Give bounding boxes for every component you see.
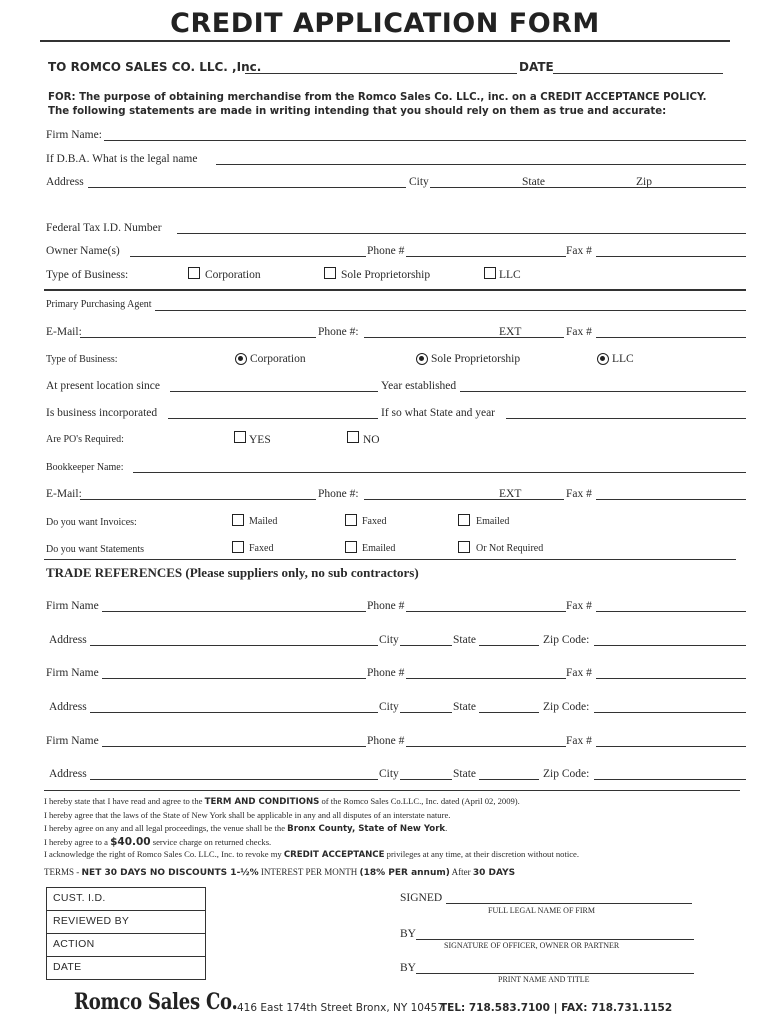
bookkeeper-ext-label: EXT: [499, 488, 522, 500]
yes-checkbox[interactable]: [234, 431, 246, 443]
statements-emailed-checkbox[interactable]: [345, 541, 357, 553]
corporation-radio-label: Corporation: [250, 353, 306, 365]
company-contact: TEL: 718.583.7100 | FAX: 718.731.1152: [440, 1002, 673, 1014]
ref-firm-label: Firm Name: [46, 600, 99, 612]
ref-firm-field[interactable]: [102, 746, 366, 747]
ref-firm-label: Firm Name: [46, 667, 99, 679]
no-label: NO: [363, 434, 380, 446]
ref-phone-label: Phone #: [367, 735, 405, 747]
bookkeeper-phone-field[interactable]: [364, 499, 564, 500]
yes-label: YES: [249, 434, 271, 446]
ref-state-field[interactable]: [479, 712, 539, 713]
trade-refs-heading: TRADE REFERENCES (Please suppliers only, no sub contractors): [46, 565, 419, 580]
city-label: City: [409, 176, 429, 188]
cust-id-box[interactable]: CUST. I.D.: [46, 887, 206, 911]
ref-address-label: Address: [49, 634, 87, 646]
owner-field[interactable]: [130, 256, 366, 257]
ref-zip-label: Zip Code:: [543, 768, 590, 780]
corporation-checkbox[interactable]: [188, 267, 200, 279]
ref-city-label: City: [379, 768, 399, 780]
address-field[interactable]: [88, 187, 406, 188]
dba-label: If D.B.A. What is the legal name: [46, 153, 198, 165]
by-label-2: BY: [400, 962, 416, 974]
ref-fax-label: Fax #: [566, 600, 592, 612]
to-label: TO ROMCO SALES CO. LLC. ,Inc.: [48, 60, 262, 74]
date-label: DATE: [519, 60, 554, 74]
ref-zip-field[interactable]: [594, 645, 746, 646]
agent-fax-field[interactable]: [596, 337, 746, 338]
company-address: 416 East 174th Street Bronx, NY 10457: [237, 1002, 445, 1014]
ref-state-label: State: [453, 634, 476, 646]
ref-firm-label: Firm Name: [46, 735, 99, 747]
by-label-1: BY: [400, 928, 416, 940]
ref-address-field[interactable]: [90, 712, 378, 713]
invoices-faxed-checkbox[interactable]: [345, 514, 357, 526]
owner-fax-label: Fax #: [566, 245, 592, 257]
section-divider-2: [44, 559, 736, 560]
invoices-label: Do you want Invoices:: [46, 517, 137, 528]
owner-phone-label: Phone #: [367, 245, 405, 257]
owner-fax-field[interactable]: [596, 256, 746, 257]
firm-name-label: Firm Name:: [46, 129, 102, 141]
year-established-label: Year established: [381, 380, 457, 392]
company-logo: Romco Sales Co.: [74, 989, 238, 1015]
ref-phone-field[interactable]: [406, 746, 566, 747]
pos-required-label: Are PO's Required:: [46, 434, 124, 445]
invoices-mailed-label: Mailed: [249, 516, 278, 527]
agent-email-label: E-Mail:: [46, 326, 82, 338]
agreement-line-5: I acknowledge the right of Romco Sales Co. LLC., Inc. to revoke my CREDIT ACCEPTANCE privileges at any time, at their discretion without notice.: [44, 849, 580, 860]
statements-emailed-label: Emailed: [362, 543, 396, 554]
tax-id-field[interactable]: [177, 233, 746, 234]
ref-city-label: City: [379, 701, 399, 713]
city-field[interactable]: [430, 187, 746, 188]
section-divider-1: [44, 289, 746, 291]
ref-city-field[interactable]: [400, 779, 452, 780]
agent-label: Primary Purchasing Agent: [46, 299, 152, 310]
llc-label: LLC: [499, 269, 521, 281]
address-label: Address: [46, 176, 84, 188]
purpose-line1: FOR: The purpose of obtaining merchandise from the Romco Sales Co. LLC., inc. on a CREDIT ACCEPTANCE POLICY.: [48, 92, 707, 103]
ref-firm-field[interactable]: [102, 611, 366, 612]
tax-id-label: Federal Tax I.D. Number: [46, 222, 162, 234]
ref-fax-field[interactable]: [596, 746, 746, 747]
owner-phone-field[interactable]: [406, 256, 566, 257]
officer-caption: SIGNATURE OF OFFICER, OWNER OR PARTNER: [444, 941, 620, 950]
invoices-emailed-checkbox[interactable]: [458, 514, 470, 526]
owner-label: Owner Name(s): [46, 245, 120, 257]
bookkeeper-field[interactable]: [133, 472, 746, 473]
agent-ext-label: EXT: [499, 326, 522, 338]
date-field[interactable]: [553, 73, 723, 74]
corporation-radio[interactable]: [235, 353, 247, 365]
statements-faxed-checkbox[interactable]: [232, 541, 244, 553]
sole-prop-radio-label: Sole Proprietorship: [431, 353, 521, 365]
agent-field[interactable]: [155, 310, 746, 311]
agent-phone-field[interactable]: [364, 337, 564, 338]
reviewed-by-box[interactable]: REVIEWED BY: [46, 910, 206, 934]
sole-prop-label: Sole Proprietorship: [341, 269, 431, 281]
invoices-mailed-checkbox[interactable]: [232, 514, 244, 526]
ref-zip-field[interactable]: [594, 712, 746, 713]
agreement-line-3: I hereby agree on any and all legal proceedings, the venue shall be the Bronx County, State of New York.: [44, 823, 448, 834]
sole-prop-radio[interactable]: [416, 353, 428, 365]
ref-city-label: City: [379, 634, 399, 646]
title-rule: [40, 40, 730, 42]
ref-phone-field[interactable]: [406, 678, 566, 679]
statements-label: Do you want Statements: [46, 544, 145, 555]
ref-phone-label: Phone #: [367, 600, 405, 612]
sole-prop-checkbox[interactable]: [324, 267, 336, 279]
ref-address-field[interactable]: [90, 645, 378, 646]
signed-field[interactable]: [446, 903, 692, 904]
form-title: CREDIT APPLICATION FORM: [170, 8, 600, 39]
signed-label: SIGNED: [400, 892, 443, 904]
statements-faxed-label: Faxed: [249, 543, 274, 554]
type-business-label-2: Type of Business:: [46, 354, 118, 365]
llc-radio-label: LLC: [612, 353, 634, 365]
purpose-line2: The following statements are made in writing intending that you should rely on them as true and accurate:: [48, 106, 667, 117]
bookkeeper-fax-label: Fax #: [566, 488, 592, 500]
ref-zip-label: Zip Code:: [543, 701, 590, 713]
agreement-line-4: I hereby agree to a $40.00 service charge on returned checks.: [44, 836, 272, 848]
agent-fax-label: Fax #: [566, 326, 592, 338]
ref-zip-label: Zip Code:: [543, 634, 590, 646]
llc-checkbox[interactable]: [484, 267, 496, 279]
no-checkbox[interactable]: [347, 431, 359, 443]
llc-radio[interactable]: [597, 353, 609, 365]
print-name-caption: PRINT NAME AND TITLE: [498, 975, 590, 984]
incorporated-field[interactable]: [168, 418, 378, 419]
firm-name-field[interactable]: [104, 140, 746, 141]
action-box[interactable]: ACTION: [46, 933, 206, 957]
bookkeeper-email-field[interactable]: [80, 499, 316, 500]
ref-phone-field[interactable]: [406, 611, 566, 612]
agent-email-field[interactable]: [80, 337, 316, 338]
state-label: State: [522, 176, 545, 188]
dba-field[interactable]: [216, 164, 746, 165]
to-field[interactable]: [245, 73, 517, 74]
statements-not-required-label: Or Not Required: [476, 543, 544, 554]
agreement-line-1: I hereby state that I have read and agree to the TERM AND CONDITIONS of the Romco Sales Co.LLC., Inc. dated (April 02, 2009).: [44, 796, 520, 807]
invoices-faxed-label: Faxed: [362, 516, 387, 527]
officer-signature-field[interactable]: [416, 939, 694, 940]
year-established-field[interactable]: [460, 391, 746, 392]
what-state-field[interactable]: [506, 418, 746, 419]
statements-not-required-checkbox[interactable]: [458, 541, 470, 553]
ref-city-field[interactable]: [400, 712, 452, 713]
ref-address-label: Address: [49, 701, 87, 713]
incorporated-label: Is business incorporated: [46, 407, 158, 419]
terms-line: TERMS - NET 30 DAYS NO DISCOUNTS 1-½% INTEREST PER MONTH (18% PER annum) After 30 DAYS: [44, 867, 516, 878]
ref-address-label: Address: [49, 768, 87, 780]
type-business-label: Type of Business:: [46, 269, 129, 281]
ref-city-field[interactable]: [400, 645, 452, 646]
ref-fax-label: Fax #: [566, 735, 592, 747]
bookkeeper-fax-field[interactable]: [596, 499, 746, 500]
bookkeeper-label: Bookkeeper Name:: [46, 462, 124, 473]
bookkeeper-phone-label: Phone #:: [318, 488, 359, 500]
ref-phone-label: Phone #: [367, 667, 405, 679]
ref-state-label: State: [453, 701, 476, 713]
date-box[interactable]: DATE: [46, 956, 206, 980]
zip-label: Zip: [636, 176, 652, 188]
bookkeeper-email-label: E-Mail:: [46, 488, 82, 500]
what-state-label: If so what State and year: [381, 407, 496, 419]
present-location-field[interactable]: [170, 391, 378, 392]
ref-state-label: State: [453, 768, 476, 780]
ref-address-field[interactable]: [90, 779, 378, 780]
agreement-line-2: I hereby agree that the laws of the State of New York shall be applicable in any and all disputes of an interstate nature.: [44, 810, 451, 820]
ref-firm-field[interactable]: [102, 678, 366, 679]
present-location-label: At present location since: [46, 380, 161, 392]
ref-state-field[interactable]: [479, 779, 539, 780]
ref-state-field[interactable]: [479, 645, 539, 646]
ref-fax-label: Fax #: [566, 667, 592, 679]
ref-fax-field[interactable]: [596, 611, 746, 612]
invoices-emailed-label: Emailed: [476, 516, 510, 527]
corporation-label: Corporation: [205, 269, 261, 281]
print-name-field[interactable]: [416, 973, 694, 974]
section-divider-3: [44, 790, 740, 791]
ref-fax-field[interactable]: [596, 678, 746, 679]
agent-phone-label: Phone #:: [318, 326, 359, 338]
ref-zip-field[interactable]: [594, 779, 746, 780]
legal-name-caption: FULL LEGAL NAME OF FIRM: [488, 906, 595, 915]
